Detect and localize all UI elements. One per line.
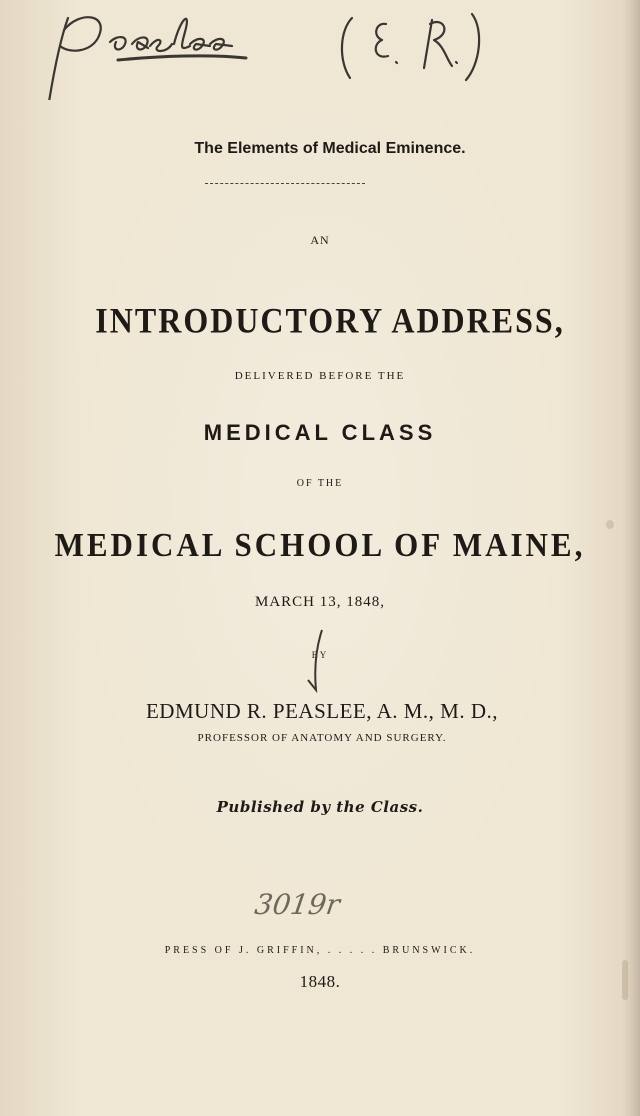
handwritten-signature (40, 0, 560, 100)
institution-line: MEDICAL SCHOOL OF MAINE, (54, 525, 586, 564)
author-title-line: PROFESSOR OF ANATOMY AND SURGERY. (197, 732, 447, 744)
main-title: INTRODUCTORY ADDRESS, (95, 299, 565, 341)
of-the-line: OF THE (296, 478, 344, 489)
delivered-line: DELIVERED BEFORE THE (234, 370, 406, 382)
handwritten-shelf-mark: 3019r (252, 888, 342, 921)
pencil-mark (300, 628, 330, 708)
dashed-rule (205, 183, 365, 184)
year-line: 1848. (299, 972, 341, 991)
audience-line: MEDICAL CLASS (203, 420, 437, 445)
signature-ink (40, 0, 560, 100)
author-line: EDMUND R. PEASLEE, A. M., M. D., (145, 699, 499, 723)
date-line: MARCH 13, 1848, (254, 594, 385, 610)
by-line: BY (311, 650, 329, 660)
publisher-line: Published by the Class. (216, 798, 424, 816)
running-title: The Elements of Medical Eminence. (194, 140, 466, 157)
an-label: AN (310, 233, 330, 247)
press-line: PRESS OF J. GRIFFIN, . . . . . BRUNSWICK. (164, 945, 476, 956)
